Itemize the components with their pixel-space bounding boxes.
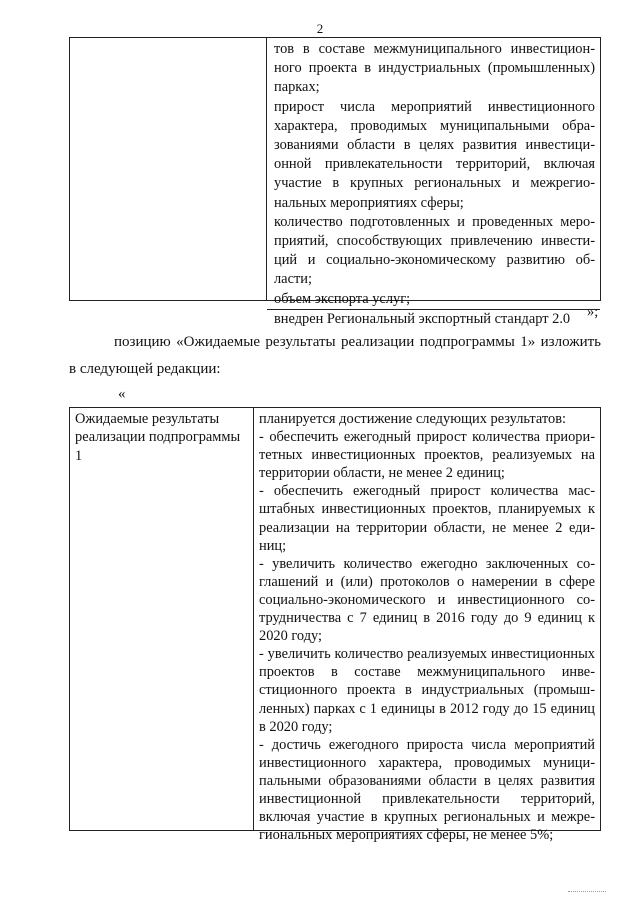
results-paragraph: - обеспечить ежегодный прирост количества приоритетных инвестиционных проектов, реализуемых на территории области, не менее 2 единиц; (259, 429, 595, 482)
amendment-text: позицию «Ожидаемые результаты реализации подпрограммы 1» изложить (114, 334, 601, 350)
continuation-last-paragraph: внедрен Региональный экспортный стандарт 2.0 (267, 309, 600, 329)
continuation-table (69, 37, 601, 327)
results-paragraph: - увеличить количество ежегодно заключенных соглашений и (или) протоколов о намерении в сфере социально-экономического и инвестиционного сотрудничества с 7 единиц в 2016 году до 9 единиц к 2020 году; (259, 555, 595, 645)
continuation-table-left-cell (70, 38, 267, 300)
expected-results-label: Ожидаемые результаты реализации подпрограммы 1 (75, 411, 241, 464)
results-paragraph: планируется достижение следующих результатов: (259, 411, 566, 427)
results-paragraph: - обеспечить ежегодный прирост количества масштабных инвестиционных проектов, планируемых к реализации на территории области, не менее 2 единиц; (259, 483, 595, 554)
expected-results-table (69, 407, 601, 844)
amendment-text-continuation: в следующей редакции: (69, 361, 221, 377)
results-paragraph: - увеличить количество реализуемых инвестиционных проектов в составе межмуниципального инвестиционного проекта в индустриальных (промышленных) парках с 1 единицы в 2012 году до 15 единиц в 2020 году; (259, 646, 595, 735)
continuation-paragraph: тов в составе межмуниципального инвестиционного проекта в индустриальных (промышленных) парках; (274, 41, 595, 96)
expected-results-content-cell (254, 408, 600, 844)
continuation-paragraph: количество подготовленных и проведенных мероприятий, способствующих привлечению инвестиций и социально-экономическому развитию области; (274, 213, 595, 288)
continuation-table-right-cell (267, 38, 600, 327)
continuation-paragraph: прирост числа мероприятий инвестиционного характера, проводимых муниципальными образованиями области в целях развития инвестиционной привлекательности территорий, включая участие в крупных региональных и межрегиональных мероприятиях сферы; (274, 98, 595, 211)
results-paragraph: - достичь ежегодного прироста числа мероприятий инвестиционного характера, проводимых муниципальными образованиями области в целях развития инвестиционной привлекательности территорий, включая участие в крупных региональных и межрегиональных мероприятиях сферы, не менее 5%; (259, 736, 595, 844)
opening-quote: « (118, 386, 126, 402)
scan-artifact (568, 891, 606, 895)
closing-quote: »; (587, 304, 599, 320)
expected-results-label-cell (70, 408, 254, 830)
continuation-paragraph: объем экспорта услуг; (274, 290, 411, 307)
page-number: 2 (316, 21, 324, 36)
